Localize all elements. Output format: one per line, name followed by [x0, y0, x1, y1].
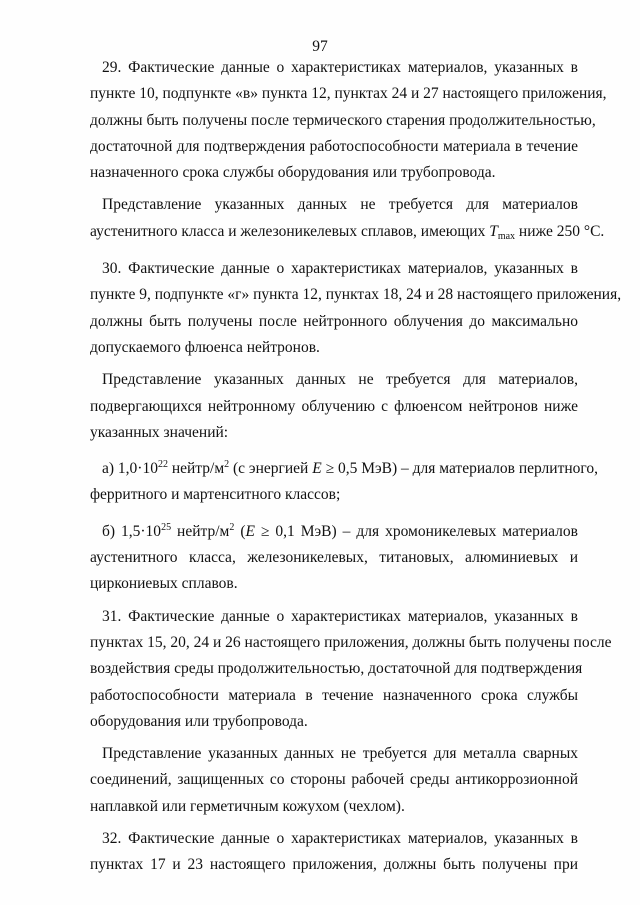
paragraph-29-note	[90, 192, 605, 250]
text-line: соединений, защищенных со стороны рабочей среды антикоррозионной	[90, 771, 578, 789]
text-line: должны быть получены после нейтронного облучения до максимально	[90, 312, 578, 330]
text-line: достаточной для подтверждения работоспособности материала в течение	[90, 137, 578, 155]
text-line: указанных значений:	[90, 423, 229, 441]
text-line: 32. Фактические данные о характеристиках материалов, указанных в	[102, 830, 578, 848]
tmax-subscript: max	[497, 230, 516, 242]
document-body	[90, 55, 622, 879]
text-fragment: (с энергией	[229, 460, 313, 478]
text-line: должны быть получены после термического старения продолжительностью,	[90, 111, 596, 129]
text-fragment: нейтр/м	[167, 460, 225, 478]
page-number: 97	[312, 38, 328, 55]
text-line: воздействия среды продолжительностью, достаточной для подтверждения	[90, 660, 583, 678]
text-line: назначенного срока службы оборудования или трубопровода.	[90, 164, 496, 182]
text-fragment: а) 1,0·10	[102, 460, 158, 478]
paragraph-30-note	[90, 367, 578, 446]
text-fragment: ≥ 0,5 МэВ) – для материалов перлитного,	[321, 460, 598, 478]
text-line: наплавкой или герметичным кожухом (чехлом).	[90, 797, 405, 815]
text-fragment: (	[234, 522, 246, 540]
exponent: 2	[224, 459, 230, 471]
text-line: 29. Фактические данные о характеристиках материалов, указанных в	[102, 59, 578, 76]
exponent: 2	[229, 521, 235, 533]
text-line: пункте 10, подпункте «в» пункта 12, пунктах 24 и 27 настоящего приложения,	[90, 85, 607, 103]
energy-symbol: E	[245, 522, 255, 540]
text-line: ферритного и мартенситного классов;	[90, 486, 341, 504]
text-line: работоспособности материала в течение назначенного срока службы	[90, 686, 578, 704]
text-line: циркониевых сплавов.	[90, 575, 238, 593]
text-fragment: б) 1,5·10	[102, 522, 162, 540]
paragraph-32	[90, 826, 578, 879]
exponent: 22	[157, 459, 168, 471]
text-line	[90, 219, 605, 250]
text-line: 31. Фактические данные о характеристиках материалов, указанных в	[102, 607, 578, 625]
text-line: подвергающихся нейтронному облучению с флюенсом нейтронов ниже	[90, 397, 578, 415]
text-line: пунктах 15, 20, 24 и 26 настоящего приложения, должны быть получены после	[90, 633, 612, 651]
paragraph-30	[90, 256, 622, 361]
text-fragment: ниже 250 °C.	[515, 222, 605, 240]
text-line: аустенитного класса, железоникелевых, титановых, алюминиевых и	[90, 549, 578, 567]
text-fragment: нейтр/м	[171, 522, 230, 540]
paragraph-31-note	[90, 741, 578, 820]
text-fragment: ≥ 0,1 МэВ) – для хромоникелевых материалов	[254, 522, 578, 540]
text-line	[90, 515, 578, 545]
text-line: пункте 9, подпункте «г» пункта 12, пунктах 18, 24 и 28 настоящего приложения,	[90, 286, 622, 304]
tmax-symbol: T	[489, 222, 498, 240]
text-line: оборудования или трубопровода.	[90, 712, 308, 730]
text-fragment: аустенитного класса и железоникелевых сплавов, имеющих	[90, 222, 490, 240]
list-item-a	[90, 452, 598, 509]
text-line	[90, 452, 598, 482]
text-line: допускаемого флюенса нейтронов.	[90, 338, 320, 356]
energy-symbol: E	[312, 460, 322, 478]
text-line: Представление указанных данных не требуется для материалов,	[102, 371, 578, 389]
exponent: 25	[161, 521, 172, 533]
list-item-b	[90, 515, 578, 598]
text-line: пунктах 17 и 23 настоящего приложения, должны быть получены при	[90, 856, 578, 874]
text-line: 30. Фактические данные о характеристиках материалов, указанных в	[102, 260, 578, 278]
paragraph-31	[90, 604, 612, 735]
text-line: Представление указанных данных не требуется для материалов	[102, 196, 578, 214]
paragraph-29	[90, 55, 607, 186]
text-line: Представление указанных данных не требуется для металла сварных	[102, 745, 578, 763]
